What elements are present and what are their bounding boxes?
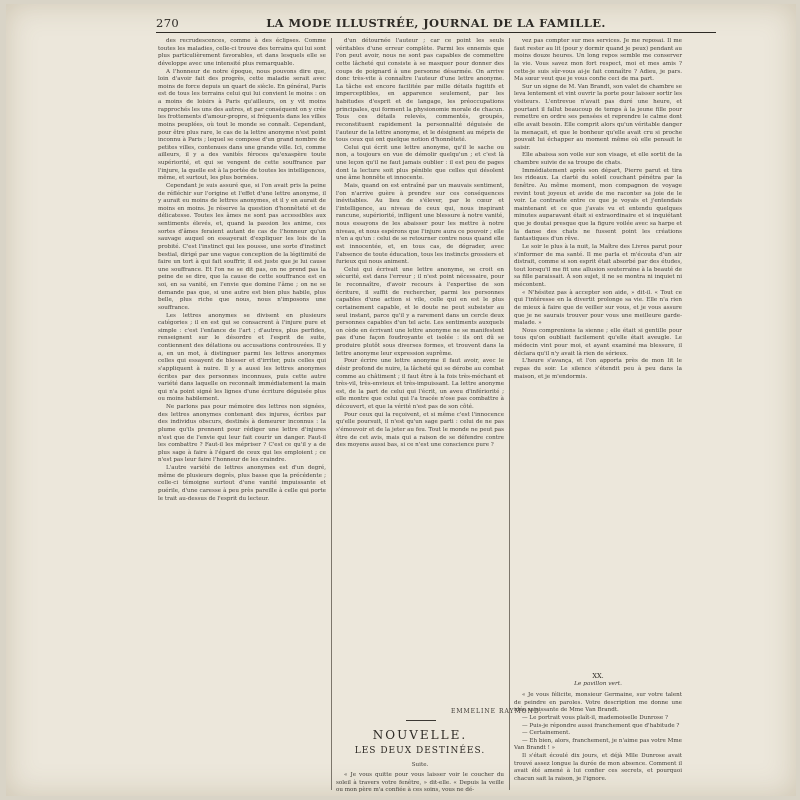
paragraph: Pour ceux qui la reçoivent, et si même c'est l'innocence qu'elle poursuit, il n'est qu'un sage parti : celui de ne pas s'émouvoir et de la jeter au feu. Tout le monde ne peut pas être de cet avis, mais qui a raison de se défendre contre des moyens aussi bas, si ce n'est une conscience pure ? <box>336 411 504 449</box>
paragraph: Elle abaissa son voile sur son visage, et elle sortit de la chambre suivie de sa troupe de chats. <box>514 152 682 166</box>
chapter-title: Le pavillon vert. <box>574 681 622 687</box>
paragraph: Mais, quand on est entraîné par un mauvais sentiment, l'on n'arrive guère à prendre sur ces conséquences inévitables. Au lieu de s'élever, par le cœur et l'intelligence, au niveau de ceux qui, nous inspirant rancune, supériorité, infligent une blessure à notre vanité, nous essayons de les abaisser pour les mettre à notre niveau, et nous espérons que l'injure aura ce pouvoir ; elle n'en a qu'un : celui de se retourner contre nous quand elle est innocentée, et, en tous cas, de dégrader, avec l'absence de toute éducation, tous les instincts grossiers et furieux qui nous animent. <box>336 182 504 266</box>
paragraph: « Je vous félicite, monsieur Germaine, sur votre talent de peindre en paroles. Votre description me donne une idée saisissante de Mme Van Brandt. <box>514 692 682 714</box>
paragraph: — Certainement. <box>522 730 571 737</box>
paragraph: Celui qui écrit une lettre anonyme, qu'il le sache ou non, a toujours en vue de démolir quelqu'un ; et c'est là une leçon qu'il ne faut jamais oublier : il est peu de pages dont la lecture soit plus pénible que celles qui désolent une âme honnête et innocente. <box>336 144 504 182</box>
running-header <box>156 14 716 33</box>
paragraph: Cependant je suis assuré que, si l'on avait pris la peine de réfléchir sur l'origine et l'effet d'une lettre anonyme, il y aurait eu moins de lettres anonymes, et il y en aurait de moins en moins. Je réserve la question d'honnêteté et de délicatesse. Toutes les âmes ne sont pas accessibles aux sentiments élevés, et, quand la passion les anime, ces sortes d'âmes feraient autant de cas de l'honneur qu'un sauvage auquel on essayerait d'expliquer les lois de la probité. C'est l'instinct qui les pousse, une sorte d'instinct bestial, dirigé par une vague conception de la légitimité de faire un tort à qui fait souffrir, il est juste que je lui cause une souffrance. Et l'on ne se dit pas, on ne prend pas la peine de se dire, que la cause de cette souffrance est en soi, en sa vanité, en l'envie que domine l'âme ; on ne se demande pas que, si une autre est bien plus habile, plus belle, plus riche que nous, nous n'imposons une souffrance. <box>158 182 326 311</box>
chapter-number: XX. <box>592 672 604 680</box>
column-rule-2 <box>509 38 510 790</box>
paragraph: Le soir le plus à la nuit, la Maître des Livres parut pour s'informer de ma santé. Il me parla et m'écouta d'un air distrait, comme si son esprit était absorbé par des études, tout lorsqu'il me fit une allusion souterraine à la beauté de sa fille paraissait. À son sujet, il ne se montra ni inquiet ni mécontent. <box>514 243 682 288</box>
paragraph: Immédiatement après son départ, Pierre parut et tira les rideaux. La clarté du soleil couchant pénétra par la fenêtre. Au même moment, mon compagnon de voyage revint tout joyeux et avide de me raconter sa joie de le voir. Le contraste entre ce que je voyais et j'entendais maintenant et ce que j'avais vu et entendu quelques minutes auparavant était si extraordinaire et si inquiétant que je doutai presque que la figure voilée avec sa harpe et la danse des chats ne fussent point les créations fantastiques d'un rêve. <box>514 167 682 243</box>
paragraph: A l'honneur de notre époque, nous pouvons dire que, loin d'avoir fait des progrès, cette maladie serait avec moins de force depuis un quart de siècle. En général, Paris est de tous les terrains celui qui lui convient le moins : on a moins de loisirs à Paris qu'ailleurs, on y vit moins rapprochés les uns des autres, et par conséquent on y crée les frottements d'amour-propre, si fréquents dans les villes moins peuplées, où tout le monde se connaît. Cependant, pour être plus rare, le cas de la lettre anonyme n'est point inconnu à Paris ; lequel se compose d'un grand nombre de petites villes, contenues dans une grande ville. Ici, comme ailleurs, il y a des vanités féroces qu'exaspère toute supériorité, et qui se vengent de cette souffrance par l'injure, la quelle est à la portée de toutes les intelligences, même, et surtout, les plus bornées. <box>158 68 326 182</box>
column-rule-1 <box>331 38 332 790</box>
paragraph: — Puis-je répondre aussi franchement que d'habitude ? <box>522 722 680 729</box>
story-subtitle: LES DEUX DESTINÉES. <box>354 746 486 756</box>
story-continuation: Suite. <box>411 762 429 768</box>
paragraph: — Le portrait vous plaît-il, mademoiselle Dunrose ? <box>522 714 668 721</box>
paragraph: L'autre variété de lettres anonymes est d'un degré, même de plusieurs degrés, plus basse que la précédente ; celle-ci témoigne surtout d'une vanité impuissante et puérile, d'une caresse à peu près pareille à celle qui porte le trait au-dessus de l'esprit du lecteur. <box>158 465 326 502</box>
chapter-text <box>514 692 682 792</box>
paragraph: Il s'était écoulé dix jours, et déjà Mlle Dunrose avait trouvé assez longue la durée de mon absence. Comment il avait été amené à lui confier ces secrets, et pourquoi chacun sait la raison, je l'ignore. <box>514 753 682 782</box>
paragraph: L'heure s'avança, et l'on apporta près de mon lit le repas du soir. Le silence s'étendit peu à peu dans la maison, et je m'endormis. <box>514 358 682 380</box>
page-number: 270 <box>156 16 180 30</box>
story-column-3 <box>514 38 682 668</box>
journal-title: LA MODE ILLUSTRÉE, JOURNAL DE LA FAMILLE. <box>266 16 606 30</box>
paragraph: Celui qui écrivait une lettre anonyme, se croit en sécurité, est dans l'erreur ; il n'est point nécessaire, pour le reconnaître, d'avoir recours à l'expertise de son écriture, il suffit de rechercher, parmi les personnes capables d'une action si vile, celle qui en est le plus certainement capable, et le doute ne peut subsister au seul instant, parce qu'il y a rarement dans un cercle deux personnes capables d'un tel acte. Les sentiments auxquels on cède en écrivant une lettre anonyme ne se manifestent pas d'une façon foudroyante et isolée : ils ont dû se produire plutôt sous diverses formes, et trouvent dans la lettre anonyme leur expression suprême. <box>336 266 504 357</box>
story-column-start <box>336 772 504 794</box>
paragraph: Les lettres anonymes se divisent en plusieurs catégories ; il en est qui se consacrent à l'injure pure et simple : c'est l'enfance de l'art ; d'autres, plus perfides, renseignent sur le désordre et l'esprit de suite, contiennent des délations ou accusations controuvées. Il y a, en un mot, à distinguer parmi les lettres anonymes celles qui essayent de blesser et d'irriter, puis celles qui s'appliquent à nuire. Il y a aussi les lettres anonymes écrites par des personnes inconnues, puis cette autre variété dans laquelle on reconnaît immédiatement la main qui n'a point signé les lignes d'une écriture déguisée plus ou moins habilement. <box>158 312 326 403</box>
paragraph: vez pas compter sur mes services. Je me reposai. Il me faut rester au lit (pour y dormir quand je peux) pendant au moins douze heures. Un long repos semble me conserver la vie. Vous savez mon fort respect, moi et mes amis ? cette-je suis sûr-vous ai-je fait connaître ? Adieu, je pars. Ma sœur veut que je vous confie ceci de ma part. <box>514 38 682 83</box>
paragraph: Sur un signe de M. Van Brandt, son valet de chambre se leva lentement et vint ouvrir la porte pour laisser sortir les visiteurs. L'entrevue n'avait pas duré une heure, et pourtant il fallut beaucoup de temps à la jeune fille pour remettre en ordre ses pensées et reprendre le calme dont elle avait besoin. Elle comprit alors qu'un véritable danger la menaçait, et que le bonheur qu'elle avait cru si proche pouvait lui échapper au moment même où elle pensait le saisir. <box>514 83 682 151</box>
paragraph: Pour écrire une lettre anonyme il faut avoir, avec le désir profond de nuire, la lâcheté qui se dérobe au combat comme au châtiment ; il faut être à la fois très-méchant et très-vil, très-envieux et très-impuissant. La lettre anonyme est, de la part de celui qui l'écrit, un aveu d'infériorité ; elle montre que celui qui l'a tracée n'ose pas combattre à découvert, et que la vérité n'est pas de son côté. <box>336 358 504 410</box>
story-heading: NOUVELLE. <box>372 728 468 742</box>
paragraph: des recrudescences, comme à des éclipses. Comme toutes les maladies, celle-ci trouve des terrains qui lui sont plus particulièrement favorables, et dans lesquels elle se développe avec une intensité plus remarquable. <box>158 38 326 67</box>
paragraph: « N'hésitez pas à accepter son aide, » dit-il. « Tout ce qui l'intéresse en la divertit prolonge sa vie. Elle n'a rien de mieux à faire que de veiller sur vous, et je vous assure que je ne saurais trouver pour vous une meilleure garde-malade. » <box>514 289 682 327</box>
paragraph: Nous comprenions la sienne ; elle était si gentille pour tous qu'on oubliait facilement qu'elle était aveugle. Le médecin vint pour moi, et ayant examiné ma blessure, il déclara qu'il n'y avait là rien de sérieux. <box>514 327 682 357</box>
article-column-2 <box>336 38 504 702</box>
newspaper-page <box>6 4 796 796</box>
article-column-1 <box>158 38 326 790</box>
paragraph: Ne parlons pas pour mémoire des lettres non signées, des lettres anonymes contenant des injures, écrites par des individus obscurs, destinés à demeurer inconnus : la plume qu'ils prennent pour rédiger une lettre d'injures n'est que de l'envie qui leur fait courir un danger. Faut-il les combattre ? Faut-il les mépriser ? C'est ce qu'il y a de plus sage à faire à l'égard de ceux qui les emploient ; ce n'est pas leur faire l'honneur de les craindre. <box>158 404 326 464</box>
paragraph: d'un détournée l'auteur ; car ce point les seuls véritables d'une erreur complète. Parmi les ennemis que l'on peut avoir, nous ne sont pas capables de commettre cette lâcheté qui consiste à se masquer pour donner des coups de poignard à une personne désarmée. On arrive donc très-vite à connaître l'auteur d'une lettre anonyme. La tâche est encore facilitée par mille détails fugitifs et imperceptibles, en apparence seulement, par les habitudes d'esprit et de langage, les préoccupations principales, qui forment la physionomie morale de chacun. Tous ces détails relevés, commentés, groupés, reconstituent rapidement la personnalité déguisée de l'auteur de la lettre anonyme, et le désignent au mépris de tous ceux qui ont quelque notion d'honnêteté. <box>336 38 504 144</box>
section-divider <box>406 720 436 721</box>
author-signature: EMMELINE RAYMOND. <box>451 708 543 715</box>
paragraph: — Eh bien, alors, franchement, je n'aime pas votre Mme Van Brandt ! » <box>514 737 682 752</box>
paragraph: « Je vous quitte pour vous laisser voir le coucher du soleil à travers votre fenêtre, » dit-elle. « Depuis la veille ou mon père m'a confiée à ces soins, vous ne dé- <box>336 772 504 794</box>
